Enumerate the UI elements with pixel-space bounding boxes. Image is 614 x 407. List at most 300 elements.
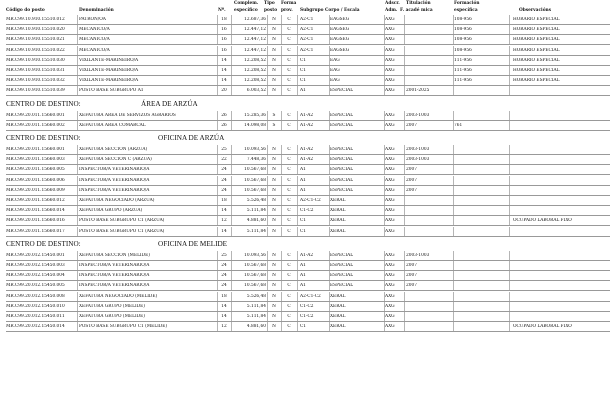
cell-forma: C — [287, 273, 291, 279]
cell-codigo: MR.C99.10.910.15510.031 — [6, 68, 65, 73]
cell-denominacion: XEFATURA SECCIÓN C (ARZÚA) — [79, 157, 152, 163]
cell-corpo: ESPECIAL — [330, 112, 354, 118]
cell-tipo: N — [272, 208, 276, 214]
cell-denominacion: VIXILANTE-MARIÑEIRO/A — [79, 57, 139, 63]
centro-destino-value: OFICINA DE ARZÚA — [158, 134, 225, 142]
centro-destino-heading — [6, 240, 506, 249]
cell-adscr: AXG — [385, 252, 395, 258]
cell-tipo: N — [272, 218, 276, 224]
cell-tipo: N — [272, 263, 276, 268]
cell-codigo: MR.C99.20.012.15450.001 — [6, 252, 65, 258]
cell-nivel: 22 — [221, 157, 227, 163]
cell-corpo: XERAL — [330, 314, 346, 319]
cell-complem: 5.111,84 — [246, 314, 266, 319]
cell-denominacion: POSTO BASE SUBGRUPO C1 (ARZÚA) — [79, 218, 165, 224]
cell-forma: C — [287, 293, 291, 299]
cell-forma: C — [287, 68, 291, 73]
cell-titulacion: 2007 — [406, 122, 417, 128]
cell-corpo: ESPECIAL — [330, 157, 354, 163]
cell-codigo: MR.C99.20.011.15660.001 — [6, 112, 65, 118]
cell-complem: 5.111,84 — [246, 208, 266, 214]
cell-corpo: ESPECIAL — [330, 177, 354, 183]
cell-tipo: N — [272, 273, 276, 279]
cell-subgrupo: A2-C1 — [300, 37, 314, 43]
cell-adscr: AXG — [385, 283, 395, 289]
cell-codigo: MR.C99.10.910.15510.012 — [6, 17, 65, 22]
cell-complem: 5.526,48 — [246, 198, 266, 203]
cell-denominacion: INSPECTOR/A VETERINARIO/A — [79, 263, 150, 268]
cell-nivel: 14 — [221, 68, 227, 73]
table-row — [6, 121, 610, 131]
header-formacion-top: Formación — [454, 1, 480, 6]
table-row — [6, 176, 610, 186]
cell-codigo: MR.C99.10.910.15510.039 — [6, 88, 65, 94]
cell-codigo: MR.C99.20.012.15450.005 — [6, 283, 65, 289]
cell-tipo: N — [272, 57, 276, 63]
cell-denominacion: VIXILANTE-MARIÑEIRO/A — [79, 68, 139, 73]
cell-nivel: 24 — [221, 283, 227, 289]
header-forma-top: Forma — [281, 1, 297, 6]
cell-adscr: AXG — [385, 147, 395, 152]
cell-complem: 15.285,36 — [244, 112, 266, 118]
cell-tipo: N — [272, 167, 276, 173]
cell-denominacion: INSPECTOR/A VETERINARIO/A — [79, 177, 150, 183]
cell-adscr: AXG — [385, 68, 395, 73]
cell-codigo: MR.C99.20.011.15660.005 — [6, 167, 65, 173]
cell-subgrupo: A2-C1-C2 — [300, 198, 321, 203]
cell-nivel: 18 — [221, 293, 227, 299]
cell-forma: C — [287, 218, 291, 224]
cell-forma: C — [287, 177, 291, 183]
cell-forma: C — [287, 88, 291, 94]
cell-observacions: HORARIO ESPECIAL — [513, 27, 560, 33]
cell-nivel: 14 — [221, 57, 227, 63]
cell-denominacion: XEFATURA ÁREA DE SERVIZOS AGRARIOS — [79, 112, 176, 118]
cell-denominacion: XEFATURA NEGOCIADO (MELIDE) — [79, 293, 158, 299]
cell-nivel: 18 — [221, 198, 227, 203]
header-titulacion-top: Titulación — [406, 1, 431, 6]
cell-codigo: MR.C99.20.011.15660.009 — [6, 187, 65, 193]
cell-corpo: ESPECIAL — [330, 122, 354, 128]
cell-complem: 7.448,36 — [246, 157, 266, 163]
cell-tipo: N — [272, 303, 276, 309]
cell-subgrupo: A1-A2 — [300, 122, 314, 128]
cell-corpo: XERAL — [330, 303, 346, 309]
table-row — [6, 206, 610, 216]
centro-destino-heading — [6, 134, 506, 143]
cell-formacion: 108-956 — [454, 27, 472, 33]
cell-adscr: AXG — [385, 293, 395, 299]
table-row — [6, 155, 610, 165]
header-tipo-bottom: posto — [264, 8, 278, 13]
cell-codigo: MR.C99.20.012.15450.010 — [6, 303, 65, 309]
cell-denominacion: MECÁNICO/A — [79, 37, 110, 43]
cell-corpo: EAGSEG — [330, 17, 350, 22]
table-row — [6, 66, 610, 76]
cell-subgrupo: A1 — [300, 167, 306, 173]
cell-corpo: XERAL — [330, 228, 346, 234]
cell-adscr: AXG — [385, 198, 395, 203]
cell-subgrupo: C1 — [300, 78, 307, 84]
cell-adscr: AXG — [385, 112, 395, 118]
cell-denominacion: INSPECTOR/A VETERINARIO/A — [79, 283, 150, 289]
cell-adscr: AXG — [385, 157, 395, 163]
cell-complem: 5.111,84 — [246, 303, 266, 309]
cell-nivel: 24 — [221, 273, 227, 279]
cell-complem: 10.567,68 — [244, 283, 266, 289]
cell-corpo: XERAL — [330, 198, 346, 203]
cell-complem: 4.881,60 — [246, 324, 266, 330]
cell-tipo: N — [272, 68, 276, 73]
cell-nivel: 14 — [221, 208, 227, 214]
cell-denominacion: PATRÓN/OA — [79, 17, 106, 22]
table-row — [6, 86, 610, 96]
centro-destino-value: ÁREA DE ARZÚA — [141, 99, 198, 108]
cell-nivel: 24 — [221, 187, 227, 193]
cell-formacion: 108-956 — [454, 17, 472, 22]
cell-observacions: OCUPADO LABORAL FIXO — [513, 218, 572, 224]
cell-complem: 10.093,56 — [244, 147, 266, 152]
header-adscr-bottom: Adm. — [385, 8, 398, 13]
cell-observacions: OCUPADO LABORAL FIXO — [513, 324, 572, 330]
cell-formacion: 111-956 — [454, 57, 472, 63]
cell-tipo: N — [272, 78, 276, 84]
cell-tipo: N — [272, 88, 276, 94]
cell-subgrupo: C1 — [300, 57, 307, 63]
table-row — [6, 25, 610, 35]
cell-complem: 12.208,52 — [244, 78, 266, 84]
cell-tipo: N — [272, 47, 276, 53]
cell-tipo: N — [272, 228, 276, 234]
cell-forma: C — [287, 167, 291, 173]
cell-subgrupo: A1 — [300, 88, 306, 94]
cell-adscr: AXG — [385, 78, 395, 84]
centro-destino-heading — [6, 100, 506, 109]
cell-tipo: S — [272, 112, 276, 118]
cell-forma: C — [287, 112, 291, 118]
cell-complem: 14.098,08 — [244, 122, 266, 128]
cell-subgrupo: A1-A2 — [300, 112, 314, 118]
cell-subgrupo: C1-C2 — [300, 314, 314, 319]
cell-titulacion: 2003-1003 — [406, 157, 430, 163]
table-row — [6, 216, 610, 226]
cell-nivel: 12 — [221, 324, 227, 330]
cell-nivel: 25 — [221, 252, 227, 258]
cell-titulacion: 2007 — [406, 263, 417, 268]
cell-denominacion: POSTO BASE SUBGRUPO C1 (ARZÚA) — [79, 228, 165, 234]
cell-adscr: AXG — [385, 122, 395, 128]
cell-titulacion: 2007 — [406, 273, 417, 279]
cell-corpo: ESPECIAL — [330, 283, 354, 289]
cell-forma: C — [287, 47, 291, 53]
centro-destino-value: OFICINA DE MELIDE — [158, 239, 228, 248]
cell-forma: C — [287, 283, 291, 289]
cell-tipo: N — [272, 17, 276, 22]
cell-tipo: N — [272, 283, 276, 289]
table-row — [6, 76, 610, 86]
cell-subgrupo: A2-C1-C2 — [300, 293, 321, 299]
cell-formacion: 111-956 — [454, 68, 472, 73]
header-titulacion-bottom: F. acadé mica — [400, 8, 433, 13]
row-divider — [6, 331, 610, 332]
cell-forma: C — [287, 198, 291, 203]
cell-complem: 4.881,60 — [246, 218, 266, 224]
cell-observacions: HORARIO ESPECIAL — [513, 78, 560, 84]
cell-complem: 12.447,12 — [244, 37, 266, 43]
cell-adscr: AXG — [385, 27, 395, 33]
table-row — [6, 302, 610, 312]
cell-forma: C — [287, 303, 291, 309]
cell-corpo: ESPECIAL — [330, 88, 354, 94]
cell-subgrupo: A1 — [300, 187, 306, 193]
cell-forma: C — [287, 228, 291, 234]
cell-corpo: ESPECIAL — [330, 147, 354, 152]
cell-forma: C — [287, 324, 291, 330]
header-subgrupo: Subgrupo — [300, 8, 324, 13]
cell-codigo: MR.C99.20.012.15450.003 — [6, 263, 65, 268]
cell-denominacion: POSTO BASE SUBGRUPO C1 (MELIDE) — [79, 324, 168, 330]
cell-corpo: EAG — [330, 57, 340, 63]
cell-forma: C — [287, 187, 291, 193]
cell-nivel: 25 — [221, 147, 227, 152]
cell-codigo: MR.C99.20.011.15660.012 — [6, 198, 65, 203]
cell-complem: 12.208,52 — [244, 57, 266, 63]
cell-codigo: MR.C99.20.011.15660.003 — [6, 157, 65, 163]
cell-titulacion: 2003-1003 — [406, 112, 430, 118]
cell-formacion: 108-956 — [454, 37, 472, 43]
cell-adscr: AXG — [385, 273, 395, 279]
cell-titulacion: 2003-1003 — [406, 147, 430, 152]
cell-complem: 12.687,36 — [244, 17, 266, 22]
cell-titulacion: 2007 — [406, 177, 417, 183]
cell-corpo: EAGSEG — [330, 47, 350, 53]
table-row — [6, 271, 610, 281]
cell-codigo: MR.C99.20.011.15660.002 — [6, 122, 65, 128]
cell-corpo: EAGSEG — [330, 37, 350, 43]
cell-complem: 10.567,68 — [244, 273, 266, 279]
cell-nivel: 26 — [221, 122, 227, 128]
cell-subgrupo: A1-A2 — [300, 147, 314, 152]
cell-tipo: N — [272, 198, 276, 203]
cell-corpo: ESPECIAL — [330, 167, 354, 173]
cell-forma: C — [287, 17, 291, 22]
cell-complem: 12.447,12 — [244, 47, 266, 53]
cell-adscr: AXG — [385, 324, 395, 330]
header-nivel: Nº. — [218, 8, 226, 13]
cell-denominacion: XEFATURA ÁREA COMARCAL — [79, 122, 146, 128]
cell-titulacion: 2007 — [406, 283, 417, 289]
table-row — [6, 196, 610, 206]
cell-corpo: EAG — [330, 78, 340, 84]
cell-tipo: N — [272, 27, 276, 33]
cell-denominacion: INSPECTOR/A VETERINARIO/A — [79, 167, 150, 173]
header-denominacion: Denominación — [79, 8, 114, 13]
cell-corpo: ESPECIAL — [330, 252, 354, 258]
cell-tipo: N — [272, 37, 276, 43]
header-corpo: Corpo / Escala — [325, 8, 360, 13]
cell-tipo: N — [272, 293, 276, 299]
cell-codigo: MR.C99.20.012.15450.004 — [6, 273, 65, 279]
cell-nivel: 24 — [221, 177, 227, 183]
table-row — [6, 292, 610, 302]
cell-codigo: MR.C99.20.012.15450.011 — [6, 314, 65, 319]
cell-corpo: ESPECIAL — [330, 263, 354, 268]
cell-nivel: 26 — [221, 112, 227, 118]
cell-codigo: MR.C99.20.012.15450.008 — [6, 293, 65, 299]
cell-subgrupo: A2-C1 — [300, 47, 314, 53]
cell-codigo: MR.C99.20.011.15660.014 — [6, 208, 65, 214]
table-row — [6, 35, 610, 45]
cell-forma: C — [287, 37, 291, 43]
cell-forma: C — [287, 252, 291, 258]
cell-observacions: HORARIO ESPECIAL — [513, 37, 560, 43]
cell-adscr: AXG — [385, 47, 395, 53]
cell-nivel: 24 — [221, 167, 227, 173]
cell-denominacion: XEFATURA SECCIÓN (ARZÚA) — [79, 147, 148, 152]
cell-adscr: AXG — [385, 187, 395, 193]
cell-subgrupo: A1 — [300, 273, 306, 279]
cell-codigo: MR.C99.10.910.15510.030 — [6, 57, 65, 63]
cell-forma: C — [287, 78, 291, 84]
table-row — [6, 111, 610, 121]
cell-nivel: 14 — [221, 314, 227, 319]
cell-codigo: MR.C99.20.011.15660.016 — [6, 218, 65, 224]
cell-denominacion: INSPECTOR/A VETERINARIO/A — [79, 273, 150, 279]
cell-titulacion: 2007 — [406, 167, 417, 173]
cell-codigo: MR.C99.20.011.15660.017 — [6, 228, 65, 234]
cell-formacion: 761 — [454, 122, 463, 128]
cell-tipo: N — [272, 252, 276, 258]
cell-corpo: XERAL — [330, 208, 346, 214]
centro-destino-label: CENTRO DE DESTINO: — [6, 134, 81, 142]
table-row — [6, 145, 610, 155]
cell-nivel: 20 — [221, 88, 227, 94]
cell-corpo: EAGSEG — [330, 27, 350, 33]
cell-subgrupo: C1 — [300, 218, 307, 224]
cell-denominacion: XEFATURA GRUPO (MELIDE) — [79, 314, 145, 319]
cell-nivel: 16 — [221, 27, 227, 33]
cell-nivel: 14 — [221, 228, 227, 234]
cell-codigo: MR.C99.10.910.15510.032 — [6, 78, 65, 84]
cell-adscr: AXG — [385, 177, 395, 183]
cell-nivel: 12 — [221, 218, 227, 224]
cell-nivel: 16 — [221, 37, 227, 43]
cell-nivel: 16 — [221, 47, 227, 53]
cell-denominacion: XEFATURA GRUPO (ARZÚA) — [79, 208, 143, 214]
cell-adscr: AXG — [385, 57, 395, 63]
cell-adscr: AXG — [385, 167, 395, 173]
header-complem-top: Complem. — [234, 1, 259, 6]
cell-denominacion: POSTO BASE SUBGRUPO A1 — [79, 88, 144, 94]
header-tipo-top: Tipo — [264, 1, 275, 6]
cell-adscr: AXG — [385, 303, 395, 309]
cell-subgrupo: C1-C2 — [300, 303, 314, 309]
cell-nivel: 24 — [221, 263, 227, 268]
cell-denominacion: VIXILANTE-MARIÑEIRO/A — [79, 78, 139, 84]
cell-adscr: AXG — [385, 208, 395, 214]
table-row — [6, 186, 610, 196]
header-complem-bottom: específico — [234, 8, 258, 13]
cell-complem: 10.567,68 — [244, 187, 266, 193]
header-observacions: Observacións — [519, 8, 552, 13]
cell-nivel: 14 — [221, 303, 227, 309]
cell-denominacion: INSPECTOR/A VETERINARIO/A — [79, 187, 150, 193]
cell-tipo: N — [272, 177, 276, 183]
cell-subgrupo: C1-C2 — [300, 208, 314, 214]
header-forma-bottom: prov. — [281, 8, 293, 13]
row-divider — [6, 130, 610, 131]
table-row — [6, 227, 610, 237]
cell-subgrupo: A1 — [300, 263, 306, 268]
cell-complem: 10.567,68 — [244, 167, 266, 173]
cell-adscr: AXG — [385, 37, 395, 43]
cell-adscr: AXG — [385, 88, 395, 94]
cell-subgrupo: A1-A2 — [300, 157, 314, 163]
cell-corpo: ESPECIAL — [330, 187, 354, 193]
cell-forma: C — [287, 263, 291, 268]
cell-subgrupo: A1-A2 — [300, 252, 314, 258]
cell-complem: 6.003,52 — [246, 88, 266, 94]
header-adscr-top: Adscr. — [385, 1, 400, 6]
cell-observacions: HORARIO ESPECIAL — [513, 57, 560, 63]
cell-denominacion: MECÁNICO/A — [79, 47, 110, 53]
cell-corpo: EAG — [330, 68, 340, 73]
table-row — [6, 56, 610, 66]
cell-forma: C — [287, 57, 291, 63]
cell-tipo: N — [272, 314, 276, 319]
cell-corpo: XERAL — [330, 293, 346, 299]
cell-nivel: 18 — [221, 17, 227, 22]
table-row — [6, 322, 610, 332]
table-row — [6, 165, 610, 175]
cell-titulacion: 2007 — [406, 187, 417, 193]
cell-complem: 12.447,12 — [244, 27, 266, 33]
cell-denominacion: XEFATURA NEGOCIADO (ARZÚA) — [79, 198, 155, 203]
cell-formacion: 108-956 — [454, 47, 472, 53]
cell-complem: 10.093,56 — [244, 252, 266, 258]
cell-forma: C — [287, 208, 291, 214]
table-row — [6, 251, 610, 261]
cell-adscr: AXG — [385, 314, 395, 319]
cell-denominacion: MECÁNICO/A — [79, 27, 110, 33]
table-row — [6, 261, 610, 271]
cell-complem: 5.111,84 — [246, 228, 266, 234]
cell-codigo: MR.C99.10.910.15510.020 — [6, 27, 65, 33]
cell-complem: 10.567,68 — [244, 177, 266, 183]
cell-subgrupo: A1 — [300, 177, 306, 183]
cell-denominacion: XEFATURA SECCIÓN (MELIDE) — [79, 252, 150, 258]
cell-subgrupo: A1 — [300, 283, 306, 289]
cell-observacions: HORARIO ESPECIAL — [513, 17, 560, 22]
cell-subgrupo: C1 — [300, 68, 307, 73]
row-divider — [6, 236, 610, 237]
cell-forma: C — [287, 157, 291, 163]
cell-adscr: AXG — [385, 228, 395, 234]
header-formacion-bottom: específica — [454, 8, 478, 13]
cell-forma: C — [287, 27, 291, 33]
cell-adscr: AXG — [385, 218, 395, 224]
cell-tipo: S — [272, 122, 276, 128]
cell-denominacion: XEFATURA GRUPO (MELIDE) — [79, 303, 145, 309]
row-divider — [6, 95, 610, 96]
centro-destino-label: CENTRO DE DESTINO: — [6, 239, 81, 248]
cell-observacions: HORARIO ESPECIAL — [513, 47, 560, 53]
cell-tipo: N — [272, 187, 276, 193]
header-codigo: Código do posto — [6, 8, 45, 13]
cell-forma: C — [287, 122, 291, 128]
cell-subgrupo: A2-C1 — [300, 17, 314, 22]
cell-subgrupo: C1 — [300, 324, 307, 330]
